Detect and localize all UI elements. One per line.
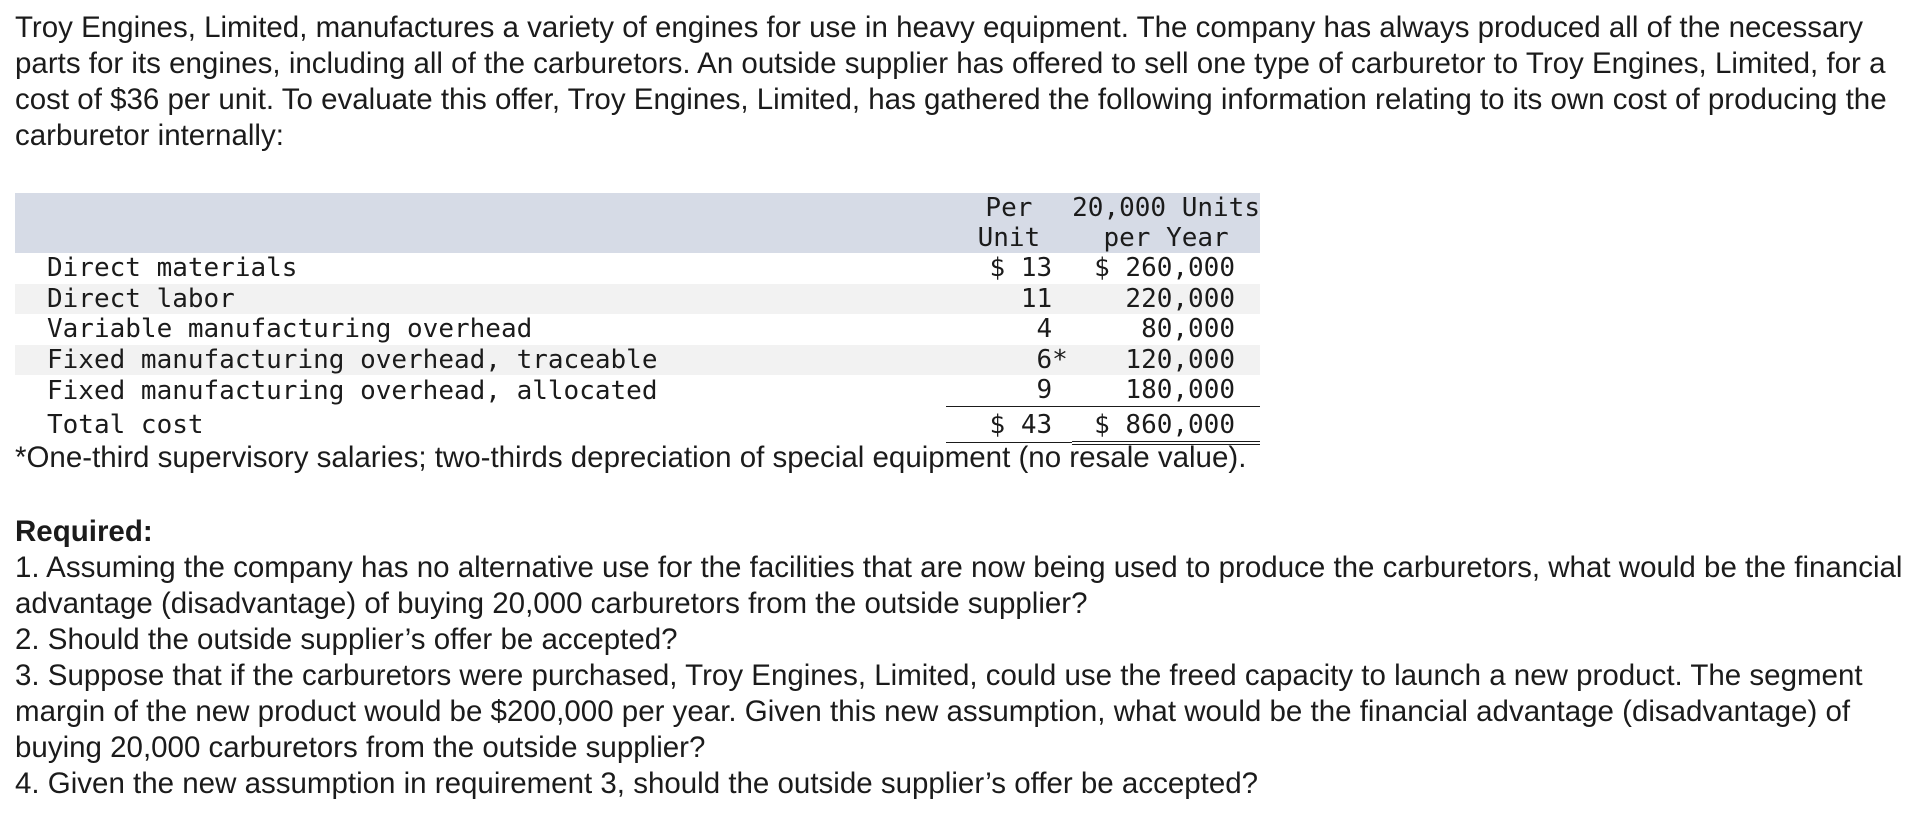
required-item: 4. Given the new assumption in requirement 3, should the outside supplier’s offer be accepted? [15,767,1259,800]
row-per-year: 180,000 [1072,375,1260,406]
required-section [15,514,1905,802]
row-label: Variable manufacturing overhead [47,314,533,345]
row-label: Fixed manufacturing overhead, traceable [47,344,658,375]
header-per-year [1072,193,1260,253]
row-per-year: 120,000 [1125,344,1235,375]
required-item: 1. Assuming the company has no alternative use for the facilities that are now being used to produce the carburetors, what would be the financial advantage (disadvantage) of buying 20,000 carburetors from the outside supplier? [15,551,1903,620]
header-per-unit [946,193,1072,253]
row-per-unit: 11 [1020,283,1053,314]
table-header-row [15,193,1260,253]
header-units-line1: 20,000 Units [1072,193,1260,223]
total-label: Total cost [47,410,204,441]
row-label: Direct materials [47,253,298,284]
header-label-blank [15,193,946,253]
table-footnote: *One-third supervisory salaries; two-thirds depreciation of special equipment (no resale value). [15,441,1247,474]
table-total-row [15,406,1260,443]
row-per-unit-cell: 6* [1036,344,1068,375]
row-per-unit: 6 [1036,344,1053,375]
total-per-unit: $ 43 [946,406,1072,443]
table-row [15,375,1260,406]
row-per-unit: 9 [946,375,1072,406]
row-per-year: $ 260,000 [1094,253,1235,284]
header-unit: Unit [977,223,1041,253]
row-per-unit: $ 13 [989,253,1053,284]
required-item: 2. Should the outside supplier’s offer be accepted? [15,623,678,656]
table-row [15,314,1260,345]
cost-table [15,193,1260,445]
table-row [15,345,1260,376]
row-label: Fixed manufacturing overhead, allocated [47,375,658,406]
total-per-year: $ 860,000 [1072,406,1260,443]
problem-intro: Troy Engines, Limited, manufactures a variety of engines for use in heavy equipment. The company has always produced all of the necessary parts for its engines, including all of the carburetors. An outside supplier has offered to sell one type of carburetor to Troy Engines, Limited, for a cost of $36 per unit. To evaluate this offer, Troy Engines, Limited, has gathered the following information relating to its own cost of producing the carburetor internally: [15,11,1887,152]
header-per: Per [985,193,1033,223]
table-row [15,284,1260,315]
table-row [15,253,1260,284]
required-item: 3. Suppose that if the carburetors were purchased, Troy Engines, Limited, could use the freed capacity to launch a new product. The segment margin of the new product would be $200,000 per year. Given this new assumption, what would be the financial advantage (disadvantage) of buying 20,000 carburetors from the outside supplier? [15,659,1863,764]
row-per-year: 220,000 [1125,283,1235,314]
row-per-unit: 4 [1036,314,1053,345]
cost-table-container [15,193,1260,445]
header-units-line2: per Year [1103,223,1229,253]
row-per-year: 80,000 [1141,314,1235,345]
required-heading: Required: [15,515,153,548]
row-label: Direct labor [47,283,235,314]
